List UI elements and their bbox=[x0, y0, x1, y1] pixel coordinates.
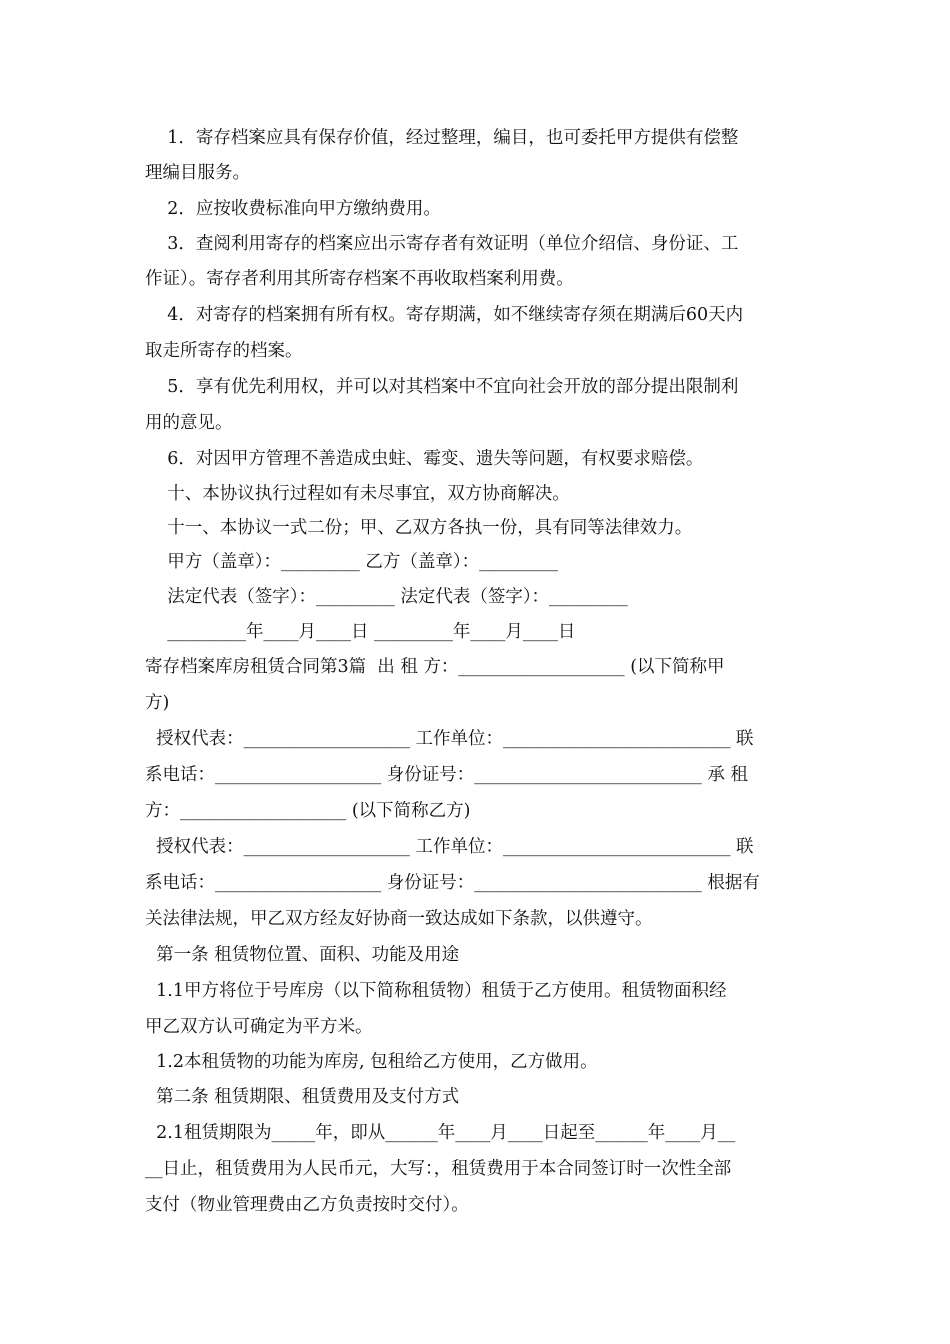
text-line: 十、本协议执行过程如有未尽事宜，双方协商解决。 bbox=[145, 484, 570, 504]
party-info-line: 授权代表：___________________ 工作单位：__________________________ 联 bbox=[145, 837, 754, 857]
text-line: 关法律法规，甲乙双方经友好协商一致达成如下条款，以供遵守。 bbox=[145, 909, 653, 929]
text-line: 6．对因甲方管理不善造成虫蛀、霉变、遗失等问题，有权要求赔偿。 bbox=[145, 449, 704, 469]
party-info-line: 系电话：___________________ 身份证号：__________________________ 承 租 bbox=[145, 765, 748, 785]
text-line: 4．对寄存的档案拥有所有权。寄存期满，如不继续寄存须在期满后60天内 bbox=[145, 305, 744, 325]
date-line: _________年____月____日 _________年____月____日 bbox=[145, 622, 576, 642]
text-line: 作证）。寄存者利用其所寄存档案不再收取档案利用费。 bbox=[145, 269, 574, 289]
text-line: 1.1甲方将位于号库房（以下简称租赁物）租赁于乙方使用。租赁物面积经 bbox=[145, 981, 727, 1001]
text-line: 用的意见。 bbox=[145, 413, 233, 433]
text-line: 1.2本租赁物的功能为库房, 包租给乙方使用，乙方做用。 bbox=[145, 1052, 598, 1072]
text-line: 理编目服务。 bbox=[145, 163, 250, 183]
party-info-line: 方：___________________ (以下简称乙方) bbox=[145, 801, 471, 821]
text-line: 3．查阅利用寄存的档案应出示寄存者有效证明（单位介绍信、身份证、工 bbox=[145, 234, 739, 254]
text-line: 2．应按收费标准向甲方缴纳费用。 bbox=[145, 199, 441, 219]
text-line: 2.1租赁期限为_____年，即从______年____月____日起至______年____月__ bbox=[145, 1123, 736, 1143]
text-line: 取走所寄存的档案。 bbox=[145, 341, 303, 361]
text-line: 支付（物业管理费由乙方负责按时交付）。 bbox=[145, 1195, 469, 1215]
article-heading: 第一条 租赁物位置、面积、功能及用途 bbox=[145, 945, 460, 965]
contract-heading: 寄存档案库房租赁合同第3篇 出 租 方：___________________ (以下简称甲 bbox=[145, 657, 725, 677]
party-info-line: 系电话：___________________ 身份证号：__________________________ 根据有 bbox=[145, 873, 760, 893]
text-line: __日止，租赁费用为人民币元，大写：，租赁费用于本合同签订时一次性全部 bbox=[145, 1159, 732, 1179]
article-heading: 第二条 租赁期限、租赁费用及支付方式 bbox=[145, 1087, 460, 1107]
text-line: 十一、本协议一式二份；甲、乙双方各执一份，具有同等法律效力。 bbox=[145, 518, 693, 538]
party-info-line: 授权代表：___________________ 工作单位：__________________________ 联 bbox=[145, 729, 754, 749]
text-line: 1．寄存档案应具有保存价值，经过整理，编目，也可委托甲方提供有偿整 bbox=[145, 128, 739, 148]
signature-line: 甲方（盖章）：_________ 乙方（盖章）：_________ bbox=[145, 552, 558, 572]
signature-line: 法定代表（签字）：_________ 法定代表（签字）：_________ bbox=[145, 587, 628, 607]
text-line: 甲乙双方认可确定为平方米。 bbox=[145, 1017, 373, 1037]
text-line: 方) bbox=[145, 693, 170, 713]
text-line: 5．享有优先利用权，并可以对其档案中不宜向社会开放的部分提出限制利 bbox=[145, 377, 739, 397]
